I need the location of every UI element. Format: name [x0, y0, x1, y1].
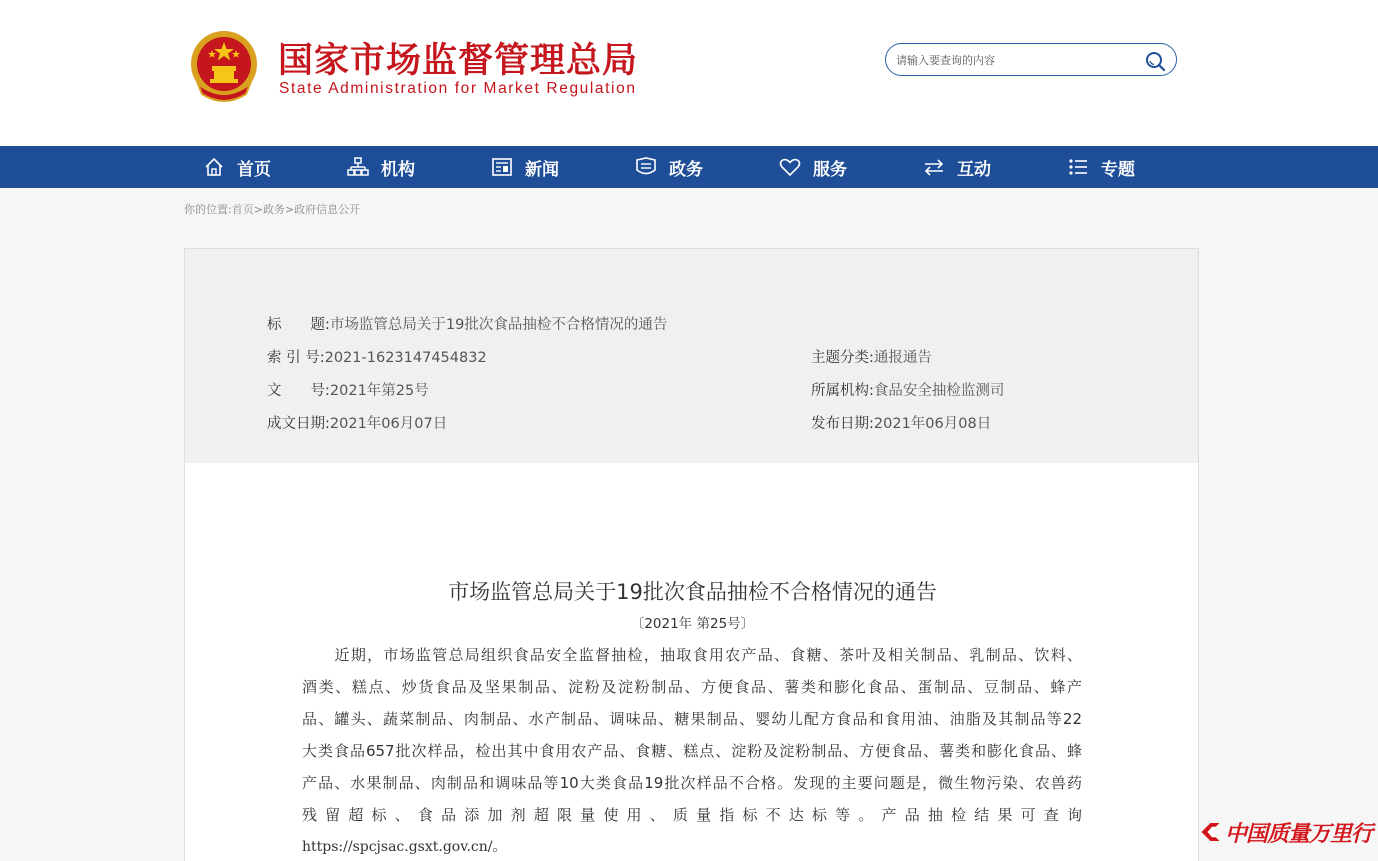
nav-label: 服务 — [813, 159, 847, 180]
article-line: 近期，市场监管总局组织食品安全监督抽检，抽取食用农产品、食糖、茶叶及相关制品、乳制品、饮料、 — [302, 646, 1082, 664]
info-index-value: 2021-1623147454832 — [324, 350, 487, 366]
info-title-row — [267, 313, 667, 334]
article-body — [184, 463, 1199, 861]
info-docno-row — [267, 379, 429, 400]
article-line: 产品、水果制品、肉制品和调味品等10大类食品19批次样品不合格。发现的主要问题是，微生物污染、农兽药 — [302, 774, 1082, 792]
list-icon — [1067, 156, 1089, 178]
info-title-label: 标 题: — [267, 317, 330, 333]
watermark-text: 中国质量万里行 — [1224, 821, 1372, 847]
nav-item-org[interactable] — [347, 146, 415, 188]
search-box — [885, 43, 1177, 76]
breadcrumb-gov[interactable]: 政务 — [262, 203, 285, 216]
quality-logo-icon — [1200, 819, 1221, 845]
info-index-row — [267, 346, 487, 367]
info-org-value: 食品安全抽检监测司 — [873, 383, 1005, 399]
breadcrumb-separator: > — [284, 203, 295, 216]
info-org-row — [811, 379, 1004, 400]
national-emblem-icon — [188, 28, 260, 104]
info-created-value: 2021年06月07日 — [329, 416, 448, 432]
info-org-label: 所属机构: — [811, 383, 874, 399]
article-line: 品、罐头、蔬菜制品、肉制品、水产制品、调味品、糖果制品、婴幼儿配方食品和食用油、油脂及其制品等22 — [302, 710, 1082, 728]
newspaper-icon — [491, 156, 513, 178]
nav-item-topics[interactable] — [1067, 146, 1135, 188]
info-index-label: 索 引 号: — [267, 350, 325, 366]
home-icon — [203, 156, 225, 178]
search-input[interactable] — [896, 51, 1136, 69]
nav-label: 政务 — [669, 159, 703, 180]
nav-item-service[interactable] — [779, 146, 847, 188]
info-published-value: 2021年06月08日 — [873, 416, 992, 432]
document-info-panel — [184, 248, 1199, 464]
breadcrumb — [184, 201, 360, 217]
exchange-arrows-icon — [923, 156, 945, 178]
nav-item-gov[interactable] — [635, 146, 703, 188]
nav-item-news[interactable] — [491, 146, 559, 188]
nav-item-interact[interactable] — [923, 146, 991, 188]
breadcrumb-separator: > — [253, 203, 263, 216]
info-docno-label: 文 号: — [267, 383, 330, 399]
breadcrumb-prefix: 你的位置: — [184, 203, 232, 216]
watermark — [1200, 815, 1372, 849]
heart-icon — [779, 156, 801, 178]
breadcrumb-home[interactable]: 首页 — [231, 203, 254, 216]
info-published-label: 发布日期: — [811, 416, 874, 432]
nav-label: 首页 — [237, 159, 271, 180]
info-created-label: 成文日期: — [267, 416, 330, 432]
site-title-en: State Administration for Market Regulation — [279, 80, 637, 97]
info-title-value: 市场监管总局关于19批次食品抽检不合格情况的通告 — [329, 317, 668, 333]
article-doc-number: 〔2021年 第25号〕 — [630, 616, 755, 632]
site-header — [0, 0, 1378, 146]
nav-label: 专题 — [1101, 159, 1135, 180]
info-category-row — [811, 346, 932, 367]
org-chart-icon — [347, 156, 369, 178]
info-published-row — [811, 412, 991, 433]
nav-label: 互动 — [957, 159, 991, 180]
article-link-line[interactable]: https://spcjsac.gsxt.gov.cn/。 — [302, 839, 507, 855]
info-category-value: 通报通告 — [873, 350, 932, 366]
article-title: 市场监管总局关于19批次食品抽检不合格情况的通告 — [448, 580, 937, 604]
nav-label: 新闻 — [525, 159, 559, 180]
article-line: 大类食品657批次样品，检出其中食用农产品、食糖、糕点、淀粉及淀粉制品、方便食品、薯类和膨化食品、蜂 — [302, 742, 1082, 760]
nav-item-home[interactable] — [203, 146, 271, 188]
shield-doc-icon — [635, 156, 657, 178]
main-nav — [0, 146, 1378, 188]
article-line: 酒类、糕点、炒货食品及坚果制品、淀粉及淀粉制品、方便食品、薯类和膨化食品、蛋制品、豆制品、蜂产 — [302, 678, 1082, 696]
info-category-label: 主题分类: — [811, 350, 874, 366]
info-docno-value: 2021年第25号 — [329, 383, 429, 399]
nav-label: 机构 — [381, 159, 415, 180]
search-icon[interactable] — [1144, 50, 1166, 72]
breadcrumb-public-info[interactable]: 政府信息公开 — [294, 203, 361, 216]
info-created-row — [267, 412, 447, 433]
site-title-cn: 国家市场监督管理总局 — [278, 41, 639, 81]
article-line: 残留超标、食品添加剂超限量使用、质量指标不达标等。产品抽检结果可查询 — [302, 806, 1082, 824]
